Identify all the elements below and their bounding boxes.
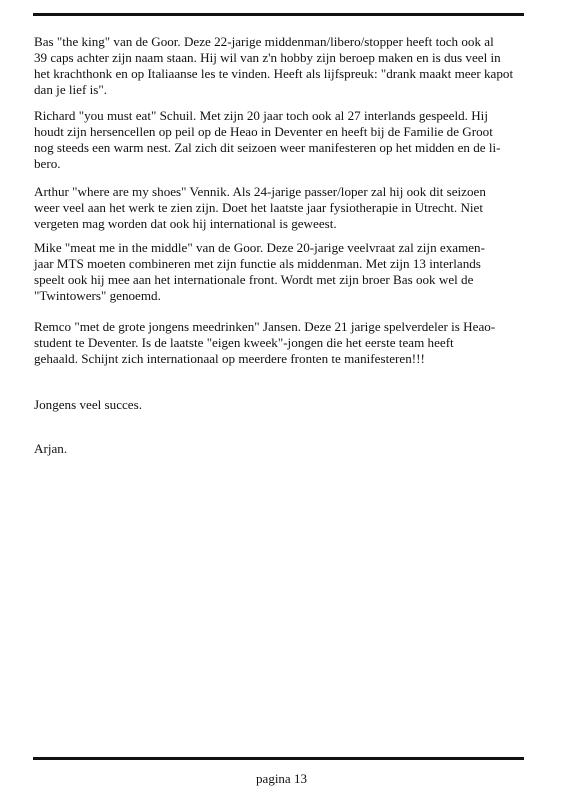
page-number: pagina 13 <box>256 771 307 786</box>
text-line: gehaald. Schijnt zich internationaal op meerdere fronten te manifesteren!!! <box>34 351 425 366</box>
text-line: "Twintowers" genoemd. <box>34 288 161 303</box>
top-rule <box>33 13 524 16</box>
text-line: Jongens veel succes. <box>34 397 142 412</box>
text-line: het krachthonk en op Italiaanse les te vinden. Heeft als lijfspreuk: "drank maakt meer kapot <box>34 66 514 81</box>
paragraph-bas-van-de-goor <box>34 34 513 98</box>
text-line: houdt zijn hersencellen op peil op de Heao in Deventer en heeft bij de Familie de Groot <box>34 124 493 139</box>
paragraph-closing-wish <box>34 397 142 413</box>
paragraph-arthur-vennik <box>34 184 486 232</box>
text-line: bero. <box>34 156 61 171</box>
text-line: student te Deventer. Is de laatste "eigen kweek"-jongen die het eerste team heeft <box>34 335 454 350</box>
text-line: vergeten mag worden dat ook hij international is geweest. <box>34 216 337 231</box>
text-line: speelt ook hij mee aan het internationale front. Wordt met zijn broer Bas ook wel de <box>34 272 474 287</box>
text-line: dan je lief is". <box>34 82 107 97</box>
paragraph-remco-jansen <box>34 319 495 367</box>
text-line: Remco "met de grote jongens meedrinken" Jansen. Deze 21 jarige spelverdeler is Heao- <box>34 319 496 334</box>
bottom-rule <box>33 757 524 760</box>
text-line: weer veel aan het werk te zien zijn. Doet het laatste jaar fysiotherapie in Utrecht. Niet <box>34 200 483 215</box>
text-line: jaar MTS moeten combineren met zijn functie als middenman. Met zijn 13 interlands <box>34 256 481 271</box>
text-line: 39 caps achter zijn naam staan. Hij wil van z'n hobby zijn beroep maken en is dus veel in <box>34 50 501 65</box>
paragraph-richard-schuil <box>34 108 500 172</box>
text-line: nog steeds een warm nest. Zal zich dit seizoen weer manifesteren op het midden en de li- <box>34 140 501 155</box>
paragraph-mike-van-de-goor <box>34 240 485 304</box>
paragraph-signature <box>34 441 67 457</box>
text-line: Arthur "where are my shoes" Vennik. Als 24-jarige passer/loper zal hij ook dit seizoen <box>34 184 486 199</box>
text-line: Mike "meat me in the middle" van de Goor. Deze 20-jarige veelvraat zal zijn examen- <box>34 240 485 255</box>
text-line: Bas "the king" van de Goor. Deze 22-jarige middenman/libero/stopper heeft toch ook al <box>34 34 494 49</box>
text-line: Richard "you must eat" Schuil. Met zijn 20 jaar toch ook al 27 interlands gespeeld. Hij <box>34 108 488 123</box>
text-line: Arjan. <box>34 441 68 456</box>
